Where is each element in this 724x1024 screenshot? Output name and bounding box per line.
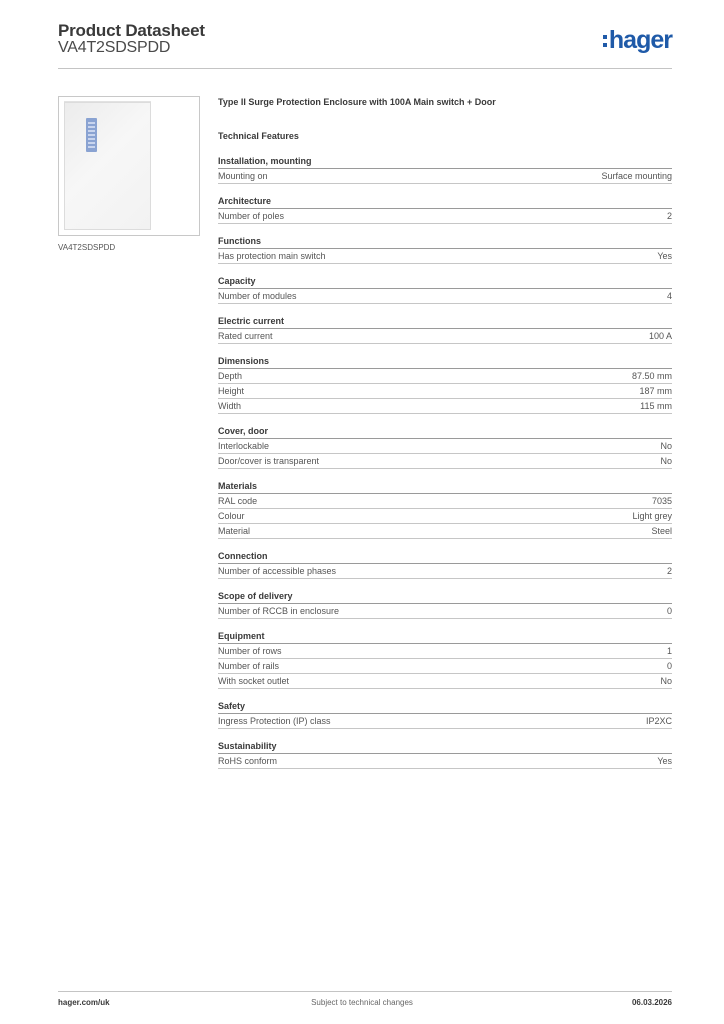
- feature-section: [218, 590, 672, 619]
- section-title: Installation, mounting: [218, 155, 672, 169]
- feature-row: [218, 329, 672, 344]
- feature-label: Number of modules: [218, 291, 297, 301]
- feature-section: [218, 315, 672, 344]
- enclosure-brand-label-icon: [86, 118, 97, 152]
- feature-section: [218, 275, 672, 304]
- feature-value: 4: [666, 291, 672, 301]
- feature-row: [218, 604, 672, 619]
- feature-row: [218, 494, 672, 509]
- feature-row: [218, 249, 672, 264]
- feature-label: Rated current: [218, 331, 273, 341]
- page-title: Product Datasheet: [58, 21, 205, 40]
- feature-row: [218, 169, 672, 184]
- feature-label: Number of rails: [218, 661, 280, 671]
- feature-value: 2: [666, 211, 672, 221]
- feature-value: Yes: [657, 756, 672, 766]
- feature-label: Depth: [218, 371, 243, 381]
- feature-row: [218, 674, 672, 689]
- feature-label: Number of poles: [218, 211, 285, 221]
- feature-value: Yes: [657, 251, 672, 261]
- section-title: Safety: [218, 700, 672, 714]
- feature-value: 87.50 mm: [631, 371, 672, 381]
- feature-section: [218, 550, 672, 579]
- technical-features-heading: Technical Features: [218, 131, 299, 141]
- feature-row: [218, 289, 672, 304]
- section-title: Functions: [218, 235, 672, 249]
- section-title: Cover, door: [218, 425, 672, 439]
- feature-section: [218, 355, 672, 414]
- feature-value: 187 mm: [639, 386, 672, 396]
- product-code: VA4T2SDSPDD: [58, 39, 171, 56]
- feature-value: No: [660, 456, 672, 466]
- feature-row: [218, 564, 672, 579]
- technical-content: [218, 96, 672, 769]
- feature-row: [218, 524, 672, 539]
- feature-value: 115 mm: [640, 401, 672, 411]
- feature-value: 0: [666, 606, 672, 616]
- feature-row: [218, 369, 672, 384]
- feature-label: Has protection main switch: [218, 251, 326, 261]
- feature-row: [218, 714, 672, 729]
- feature-sections: [218, 155, 672, 769]
- feature-label: With socket outlet: [218, 676, 290, 686]
- feature-row: [218, 644, 672, 659]
- section-title: Architecture: [218, 195, 672, 209]
- feature-section: [218, 740, 672, 769]
- section-title: Sustainability: [218, 740, 672, 754]
- footer-date: 06.03.2026: [631, 998, 672, 1007]
- feature-section: [218, 480, 672, 539]
- feature-label: RAL code: [218, 496, 258, 506]
- section-title: Scope of delivery: [218, 590, 672, 604]
- product-image-caption: VA4T2SDSPDD: [58, 243, 116, 252]
- feature-value: Steel: [651, 526, 672, 536]
- feature-section: [218, 155, 672, 184]
- feature-row: [218, 384, 672, 399]
- feature-row: [218, 659, 672, 674]
- section-title: Equipment: [218, 630, 672, 644]
- section-title: Materials: [218, 480, 672, 494]
- feature-label: Interlockable: [218, 441, 270, 451]
- section-title: Dimensions: [218, 355, 672, 369]
- feature-value: 7035: [651, 496, 672, 506]
- feature-value: 100 A: [648, 331, 672, 341]
- feature-row: [218, 509, 672, 524]
- section-title: Capacity: [218, 275, 672, 289]
- feature-label: Width: [218, 401, 242, 411]
- feature-section: [218, 700, 672, 729]
- feature-row: [218, 209, 672, 224]
- feature-row: [218, 439, 672, 454]
- section-title: Electric current: [218, 315, 672, 329]
- feature-value: 2: [666, 566, 672, 576]
- feature-label: Number of accessible phases: [218, 566, 337, 576]
- feature-label: Door/cover is transparent: [218, 456, 320, 466]
- section-title: Connection: [218, 550, 672, 564]
- feature-value: Surface mounting: [601, 171, 672, 181]
- product-description: Type II Surge Protection Enclosure with 100A Main switch + Door: [218, 97, 496, 107]
- feature-value: 1: [666, 646, 672, 656]
- feature-label: Material: [218, 526, 251, 536]
- logo-colon-icon: [603, 33, 607, 49]
- feature-label: Number of RCCB in enclosure: [218, 606, 340, 616]
- feature-label: Number of rows: [218, 646, 282, 656]
- feature-row: [218, 399, 672, 414]
- enclosure-body-icon: [64, 102, 151, 230]
- feature-value: Light grey: [632, 511, 672, 521]
- feature-label: RoHS conform: [218, 756, 278, 766]
- feature-label: Height: [218, 386, 245, 396]
- header-divider: [58, 68, 672, 69]
- feature-label: Ingress Protection (IP) class: [218, 716, 331, 726]
- feature-value: No: [660, 676, 672, 686]
- footer-website: hager.com/uk: [58, 998, 110, 1007]
- feature-row: [218, 454, 672, 469]
- feature-value: IP2XC: [645, 716, 672, 726]
- feature-section: [218, 195, 672, 224]
- logo-text: hager: [608, 26, 672, 54]
- feature-value: 0: [666, 661, 672, 671]
- product-image: [58, 96, 200, 236]
- footer-divider: [58, 991, 672, 992]
- feature-row: [218, 754, 672, 769]
- feature-section: [218, 630, 672, 689]
- feature-label: Colour: [218, 511, 245, 521]
- hager-logo: [603, 26, 672, 55]
- feature-section: [218, 235, 672, 264]
- feature-value: No: [660, 441, 672, 451]
- feature-section: [218, 425, 672, 469]
- feature-label: Mounting on: [218, 171, 268, 181]
- footer-notice: Subject to technical changes: [311, 998, 413, 1007]
